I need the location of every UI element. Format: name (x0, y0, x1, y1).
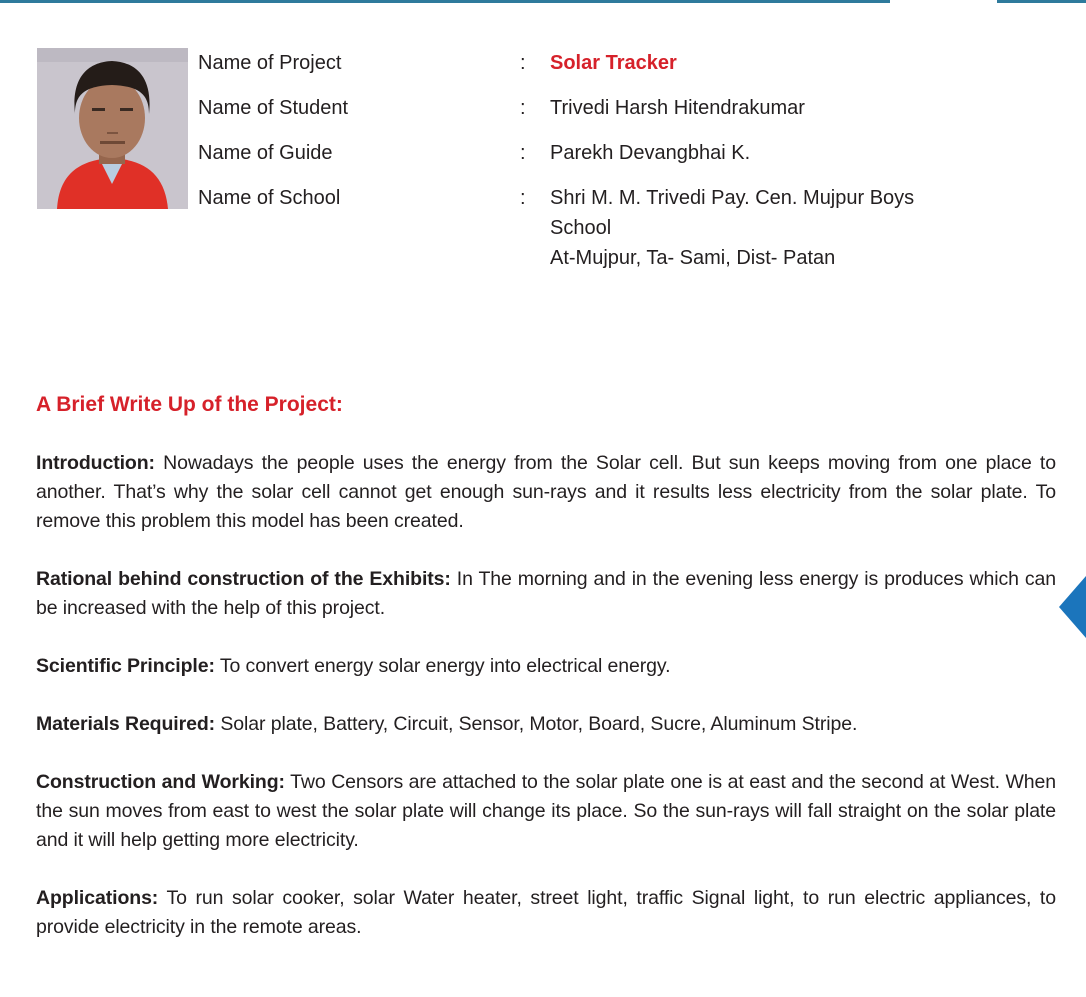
paragraph-text: Nowadays the people uses the energy from the Solar cell. But sun keeps moving from one place to another. That’s why the solar cell cannot get enough sun-rays and it results less electricity from the solar plate. To remove this problem this model has been created. (36, 452, 1056, 532)
field-label-guide: Name of Guide (198, 142, 333, 164)
paragraph-introduction (36, 449, 1056, 536)
paragraph-title: Scientific Principle: (36, 655, 215, 677)
writeup-heading: A Brief Write Up of the Project: (36, 393, 343, 416)
field-label-school: Name of School (198, 187, 341, 209)
paragraph-construction-working (36, 768, 1056, 855)
field-colon: : (520, 52, 526, 74)
student-photo-graphic (37, 48, 188, 209)
paragraph-applications (36, 884, 1056, 942)
paragraph-title: Rational behind construction of the Exhibits: (36, 568, 451, 590)
top-rule (0, 0, 1086, 3)
field-value-project: Solar Tracker (550, 52, 677, 74)
field-value-school (550, 183, 914, 273)
school-name-line-1: Shri M. M. Trivedi Pay. Cen. Mujpur Boys (550, 187, 915, 209)
field-colon: : (520, 187, 526, 209)
project-fields (198, 48, 914, 273)
left-arrow-icon (1059, 576, 1086, 638)
paragraph-text: To run solar cooker, solar Water heater, street light, traffic Signal light, to run electric appliances, to provide electricity in the remote areas. (36, 887, 1056, 938)
field-value-guide: Parekh Devangbhai K. (550, 142, 751, 164)
paragraph-text: Two Censors are attached to the solar plate one is at east and the second at West. When the sun moves from east to west the solar plate will change its place. So the sun-rays will fall straight on the solar plate and it will help getting more electricity. (36, 771, 1056, 851)
paragraph-title: Introduction: (36, 452, 155, 474)
project-header (37, 48, 914, 273)
school-address-line: At-Mujpur, Ta- Sami, Dist- Patan (550, 247, 836, 269)
paragraph-rational (36, 565, 1056, 623)
paragraph-title: Construction and Working: (36, 771, 285, 793)
field-colon: : (520, 97, 526, 119)
top-rule-left-segment (0, 0, 890, 3)
school-name-line-2: School (550, 217, 612, 239)
top-rule-right-segment (997, 0, 1086, 3)
paragraph-text: Solar plate, Battery, Circuit, Sensor, Motor, Board, Sucre, Aluminum Stripe. (215, 713, 858, 735)
writeup-body (36, 449, 1056, 971)
field-colon: : (520, 142, 526, 164)
field-label-student: Name of Student (198, 97, 349, 119)
paragraph-materials-required (36, 710, 1056, 739)
paragraph-text: In The morning and in the evening less energy is produces which can be increased with the help of this project. (36, 568, 1056, 619)
paragraph-title: Applications: (36, 887, 159, 909)
field-value-student: Trivedi Harsh Hitendrakumar (550, 97, 805, 119)
paragraph-text: To convert energy solar energy into electrical energy. (214, 655, 671, 677)
student-photo (37, 48, 188, 209)
paragraph-scientific-principle (36, 652, 1056, 681)
field-label-project: Name of Project (198, 52, 342, 74)
paragraph-title: Materials Required: (36, 713, 216, 735)
